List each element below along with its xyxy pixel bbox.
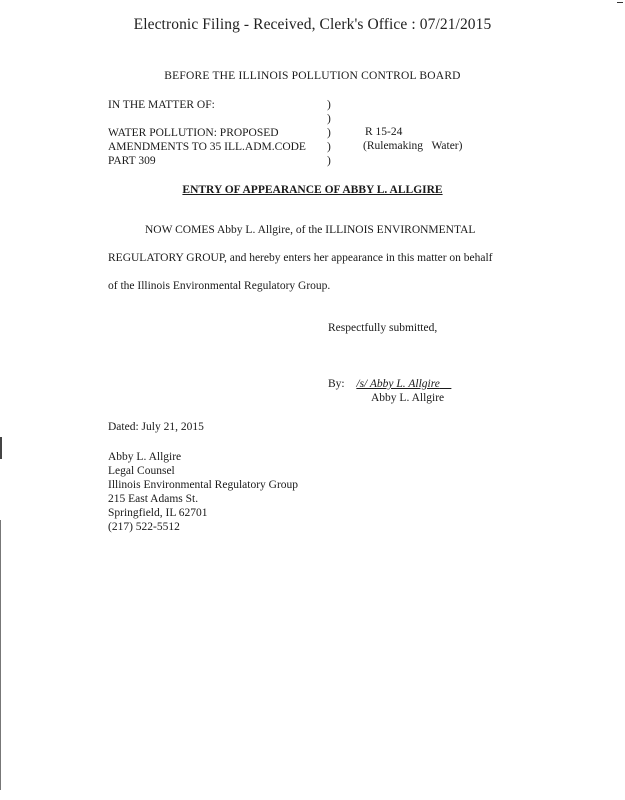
signature-name: Abby L. Allgire bbox=[371, 392, 445, 404]
contact-line: Illinois Environmental Regulatory Group bbox=[108, 479, 299, 491]
contact-block bbox=[108, 450, 298, 534]
contact-line: Abby L. Allgire bbox=[108, 451, 182, 463]
caption-paren: ) bbox=[327, 155, 331, 167]
caption-line: WATER POLLUTION: PROPOSED bbox=[108, 127, 279, 139]
document-title: ENTRY OF APPEARANCE OF ABBY L. ALLGIRE bbox=[182, 184, 443, 196]
contact-line: (217) 522-5512 bbox=[108, 521, 180, 533]
contact-line: 215 East Adams St. bbox=[108, 493, 199, 505]
by-label: By: bbox=[328, 378, 345, 390]
caption-line bbox=[108, 112, 306, 126]
paragraph-line: REGULATORY GROUP, and hereby enters her appearance in this matter on behalf bbox=[108, 252, 493, 264]
closing: Respectfully submitted, bbox=[328, 322, 438, 334]
caption-paren: ) bbox=[327, 141, 331, 153]
signature: /s/ Abby L. Allgire bbox=[356, 378, 440, 390]
scan-edge-mark bbox=[0, 437, 2, 459]
dated: Dated: July 21, 2015 bbox=[108, 421, 204, 433]
paragraph-line: NOW COMES Abby L. Allgire, of the ILLINOIS ENVIRONMENTAL bbox=[145, 224, 476, 236]
caption-paren: ) bbox=[327, 127, 331, 139]
scan-artifact bbox=[617, 2, 623, 3]
filing-stamp: Electronic Filing - Received, Clerk's Office : 07/21/2015 bbox=[133, 16, 492, 33]
case-type: (Rulemaking Water) bbox=[363, 140, 463, 152]
signature-block bbox=[328, 378, 451, 390]
scan-edge-mark bbox=[0, 520, 1, 790]
caption-left bbox=[108, 98, 306, 168]
caption-paren: ) bbox=[327, 99, 331, 111]
paragraph-line: of the Illinois Environmental Regulatory Group. bbox=[108, 280, 331, 292]
contact-line: Legal Counsel bbox=[108, 465, 175, 477]
contact-line: Springfield, IL 62701 bbox=[108, 507, 208, 519]
caption-parens bbox=[327, 98, 331, 168]
caption-line: IN THE MATTER OF: bbox=[108, 99, 215, 111]
case-number: R 15-24 bbox=[365, 126, 403, 138]
board-heading: BEFORE THE ILLINOIS POLLUTION CONTROL BOARD bbox=[164, 70, 461, 82]
caption-line: AMENDMENTS TO 35 ILL.ADM.CODE bbox=[108, 141, 306, 153]
caption-line: PART 309 bbox=[108, 155, 156, 167]
caption-paren: ) bbox=[327, 113, 331, 125]
